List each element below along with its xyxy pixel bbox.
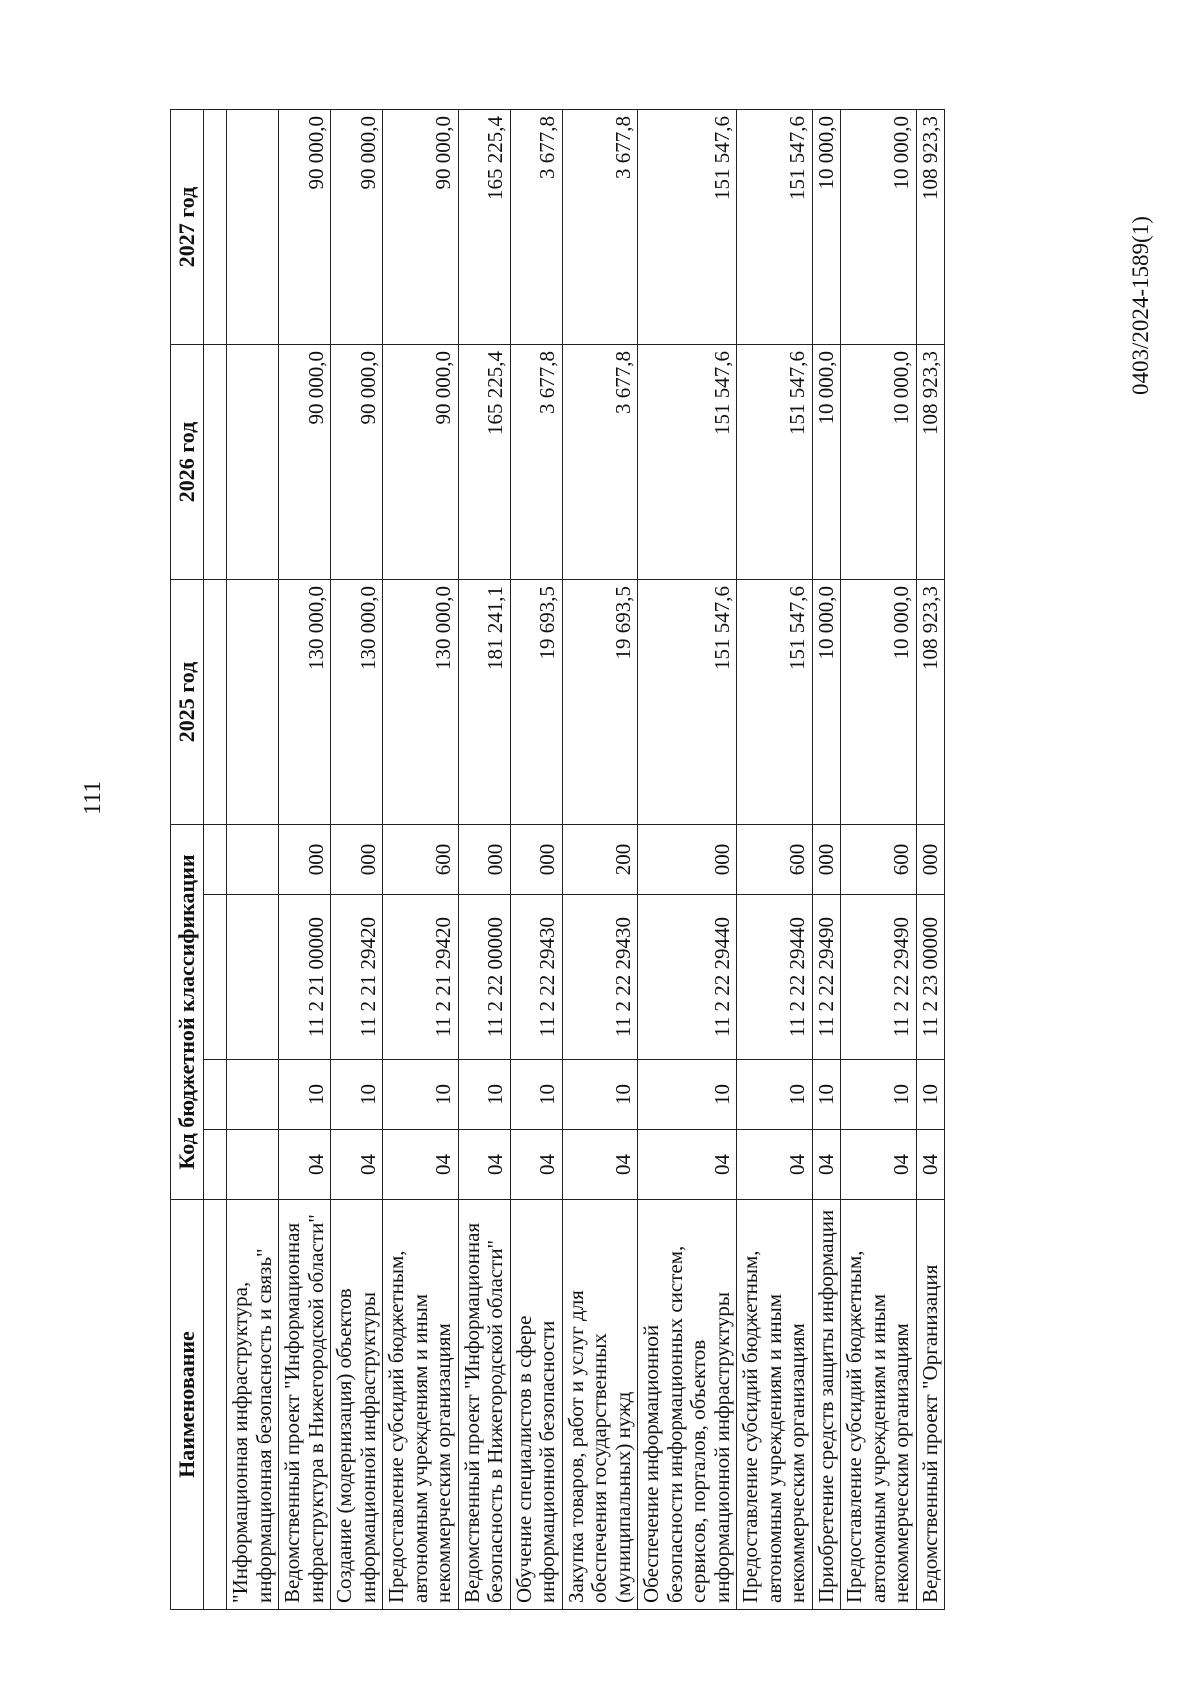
table-row: [916, 110, 945, 1610]
cell-2027: 90 000,0: [279, 110, 331, 345]
cell-2027: 151 547,6: [638, 110, 737, 345]
cell-2027: 10 000,0: [841, 110, 917, 345]
cell-2025: [227, 580, 279, 825]
cell-code-type: 600: [841, 825, 917, 895]
table-header-stub-row: [204, 110, 227, 1610]
cell-code-type: 000: [638, 825, 737, 895]
cell-2026: 151 547,6: [638, 345, 737, 580]
header-code: Код бюджетной классификации: [171, 825, 204, 1200]
cell-2026: 165 225,4: [458, 345, 510, 580]
cell-code-section: 04: [331, 1130, 383, 1200]
cell-code-target: 11 2 22 29490: [812, 895, 841, 1060]
cell-code-subsection: 10: [458, 1060, 510, 1130]
cell-code-subsection: 10: [841, 1060, 917, 1130]
table-header-row: [171, 110, 204, 1610]
cell-code-type: 000: [331, 825, 383, 895]
cell-name: Предоставление субсидий бюджетным, автономным учреждениям и иным некоммерческим организациям: [841, 1200, 917, 1610]
rotated-table-container: [170, 110, 1130, 1610]
cell-code-type: 000: [458, 825, 510, 895]
cell-name: Ведомственный проект "Организация: [916, 1200, 945, 1610]
cell-code-target: 11 2 21 29420: [383, 895, 459, 1060]
cell-2026: [227, 345, 279, 580]
cell-code-target: 11 2 21 00000: [279, 895, 331, 1060]
cell-name: Ведомственный проект "Информационная инфраструктура в Нижегородской области": [279, 1200, 331, 1610]
cell-2027: 90 000,0: [383, 110, 459, 345]
cell-2026: 3 677,8: [562, 345, 638, 580]
cell-code-type: 000: [916, 825, 945, 895]
cell-2027: 90 000,0: [331, 110, 383, 345]
cell-2026: 90 000,0: [383, 345, 459, 580]
cell-code-subsection: 10: [510, 1060, 562, 1130]
cell-code-subsection: 10: [562, 1060, 638, 1130]
cell-name: Предоставление субсидий бюджетным, автономным учреждениям и иным некоммерческим организациям: [383, 1200, 459, 1610]
document-code: 0403/2024-1589(1): [1128, 216, 1153, 395]
table-row: [737, 110, 813, 1610]
cell-code-subsection: [227, 1060, 279, 1130]
table-row: [279, 110, 331, 1610]
cell-code-section: 04: [638, 1130, 737, 1200]
cell-code-type: 000: [812, 825, 841, 895]
cell-2025: 130 000,0: [383, 580, 459, 825]
cell-2027: 10 000,0: [812, 110, 841, 345]
cell-2025: 151 547,6: [737, 580, 813, 825]
cell-name: Приобретение средств защиты информации: [812, 1200, 841, 1610]
cell-code-subsection: 10: [383, 1060, 459, 1130]
cell-2026: 151 547,6: [737, 345, 813, 580]
cell-code-section: 04: [279, 1130, 331, 1200]
budget-table: [170, 109, 945, 1610]
cell-2027: 3 677,8: [562, 110, 638, 345]
cell-2026: 90 000,0: [279, 345, 331, 580]
cell-code-target: 11 2 22 29440: [737, 895, 813, 1060]
table-row: [638, 110, 737, 1610]
cell-code-type: 600: [383, 825, 459, 895]
cell-code-subsection: 10: [916, 1060, 945, 1130]
cell-name: Закупка товаров, работ и услуг для обеспечения государственных (муниципальных) нужд: [562, 1200, 638, 1610]
stub-cell: [204, 1200, 227, 1610]
cell-name: Предоставление субсидий бюджетным, автономным учреждениям и иным некоммерческим организациям: [737, 1200, 813, 1610]
cell-name: Обучение специалистов в сфере информационной безопасности: [510, 1200, 562, 1610]
cell-2026: 10 000,0: [841, 345, 917, 580]
cell-code-section: 04: [383, 1130, 459, 1200]
cell-code-type: 000: [510, 825, 562, 895]
stub-cell: [204, 895, 227, 1060]
page-number: 111: [80, 780, 106, 815]
cell-2025: 151 547,6: [638, 580, 737, 825]
cell-code-subsection: 10: [331, 1060, 383, 1130]
cell-code-target: 11 2 22 00000: [458, 895, 510, 1060]
cell-2027: 3 677,8: [510, 110, 562, 345]
cell-2025: 19 693,5: [510, 580, 562, 825]
cell-2026: 108 923,3: [916, 345, 945, 580]
cell-name: Создание (модернизация) объектов информационной инфраструктуры: [331, 1200, 383, 1610]
cell-code-target: 11 2 23 00000: [916, 895, 945, 1060]
stub-cell: [204, 1060, 227, 1130]
cell-code-target: 11 2 21 29420: [331, 895, 383, 1060]
cell-code-section: 04: [841, 1130, 917, 1200]
cell-code-section: 04: [916, 1130, 945, 1200]
cell-2027: 151 547,6: [737, 110, 813, 345]
cell-2025: 10 000,0: [841, 580, 917, 825]
cell-code-target: 11 2 22 29490: [841, 895, 917, 1060]
header-name: Наименование: [171, 1200, 204, 1610]
cell-code-section: 04: [510, 1130, 562, 1200]
cell-code-target: 11 2 22 29440: [638, 895, 737, 1060]
stub-cell: [204, 580, 227, 825]
cell-name: "Информационная инфраструктура, информационная безопасность и связь": [227, 1200, 279, 1610]
cell-code-section: [227, 1130, 279, 1200]
cell-2026: 3 677,8: [510, 345, 562, 580]
cell-code-target: 11 2 22 29430: [510, 895, 562, 1060]
cell-code-subsection: 10: [812, 1060, 841, 1130]
cell-code-subsection: 10: [737, 1060, 813, 1130]
cell-code-section: 04: [737, 1130, 813, 1200]
table-row: [227, 110, 279, 1610]
table-row: [562, 110, 638, 1610]
cell-code-type: [227, 825, 279, 895]
cell-2025: 108 923,3: [916, 580, 945, 825]
table-row: [812, 110, 841, 1610]
table-row: [331, 110, 383, 1610]
cell-code-target: [227, 895, 279, 1060]
cell-2025: 10 000,0: [812, 580, 841, 825]
cell-2026: 10 000,0: [812, 345, 841, 580]
table-row: [510, 110, 562, 1610]
cell-name: Обеспечение информационной безопасности информационных систем, сервисов, порталов, объектов информационной инфраструктуры: [638, 1200, 737, 1610]
cell-code-section: 04: [812, 1130, 841, 1200]
cell-2025: 130 000,0: [279, 580, 331, 825]
cell-code-type: 600: [737, 825, 813, 895]
cell-code-subsection: 10: [638, 1060, 737, 1130]
stub-cell: [204, 825, 227, 895]
cell-code-type: 000: [279, 825, 331, 895]
cell-code-section: 04: [458, 1130, 510, 1200]
cell-2025: 19 693,5: [562, 580, 638, 825]
stub-cell: [204, 345, 227, 580]
table-row: [383, 110, 459, 1610]
cell-code-subsection: 10: [279, 1060, 331, 1130]
table-row: [458, 110, 510, 1610]
cell-2027: 165 225,4: [458, 110, 510, 345]
header-2026: 2026 год: [171, 345, 204, 580]
cell-code-section: 04: [562, 1130, 638, 1200]
stub-cell: [204, 110, 227, 345]
cell-2026: 90 000,0: [331, 345, 383, 580]
cell-code-type: 200: [562, 825, 638, 895]
table-row: [841, 110, 917, 1610]
cell-code-target: 11 2 22 29430: [562, 895, 638, 1060]
cell-2027: [227, 110, 279, 345]
cell-name: Ведомственный проект "Информационная безопасность в Нижегородской области": [458, 1200, 510, 1610]
cell-2025: 130 000,0: [331, 580, 383, 825]
header-2025: 2025 год: [171, 580, 204, 825]
stub-cell: [204, 1130, 227, 1200]
cell-2025: 181 241,1: [458, 580, 510, 825]
cell-2027: 108 923,3: [916, 110, 945, 345]
header-2027: 2027 год: [171, 110, 204, 345]
